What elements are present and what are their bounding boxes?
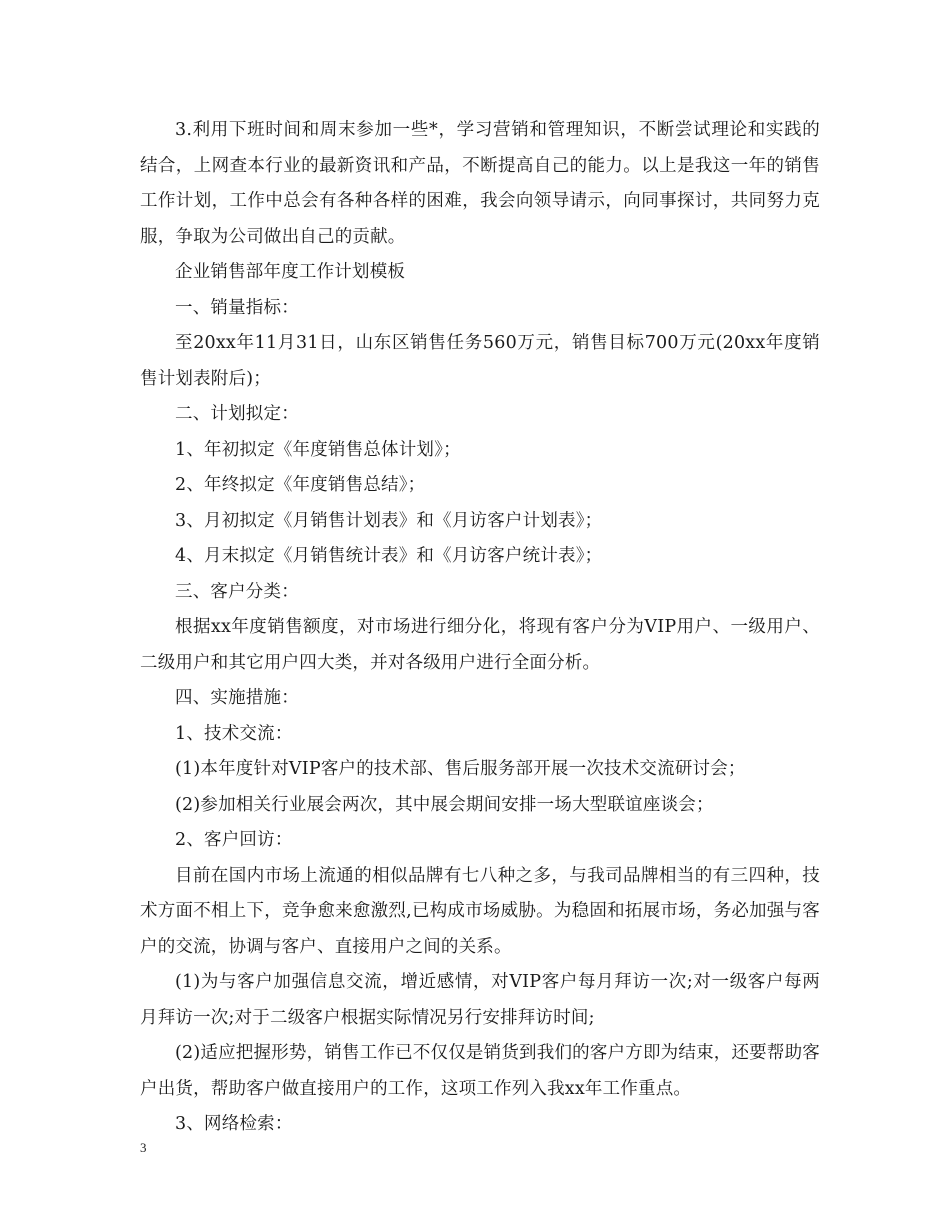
paragraph-market-competition: 目前在国内市场上流通的相似品牌有七八种之多，与我司品牌相当的有三四种，技术方面不相上下，竞争愈来愈激烈,已构成市场威胁。为稳固和拓展市场，务必加强与客户的交流，协调与客户、直接用户之间的关系。 [140, 865, 820, 957]
heading-customer-classification: 三、客户分类： [175, 581, 299, 602]
list-item-help-customers: (2)适应把握形势，销售工作已不仅仅是销货到我们的客户方即为结束，还要帮助客户出货，帮助客户做直接用户的工作，这项工作列入我xx年工作重点。 [140, 1043, 820, 1099]
page-number: 3 [140, 1140, 147, 1155]
heading-plan-drafting: 二、计划拟定： [175, 404, 299, 424]
list-item-annual-plan: 1、年初拟定《年度销售总体计划》； [175, 439, 461, 460]
heading-sales-target: 一、销量指标： [175, 297, 299, 318]
list-item-tech-seminar: (1)本年度针对VIP客户的技术部、售后服务部开展一次技术交流研讨会； [175, 759, 746, 779]
list-item-monthly-plan: 3、月初拟定《月销售计划表》和《月访客户计划表》； [175, 510, 603, 531]
document-body [140, 113, 820, 1143]
paragraph-sales-target: 至20xx年11月31日，山东区销售任务560万元，销售目标700万元(20xx年度销售计划表附后)； [140, 333, 820, 389]
list-item-visit-schedule: (1)为与客户加强信息交流，增近感情，对VIP客户每月拜访一次;对一级客户每两月拜访一次;对于二级客户根据实际情况另行安排拜访时间; [140, 972, 820, 1028]
paragraph-self-improvement: 3.利用下班时间和周末参加一些*，学习营销和管理知识，不断尝试理论和实践的结合，上网查本行业的最新资讯和产品，不断提高自己的能力。以上是我这一年的销售工作计划，工作中总会有各种各样的困难，我会向领导请示，向同事探讨，共同努力克服，争取为公司做出自己的贡献。 [140, 120, 820, 247]
paragraph-customer-classification: 根据xx年度销售额度，对市场进行细分化，将现有客户分为VIP用户、一级用户、二级用户和其它用户四大类，并对各级用户进行全面分析。 [140, 617, 820, 673]
section-title: 企业销售部年度工作计划模板 [175, 262, 406, 282]
list-item-trade-show: (2)参加相关行业展会两次，其中展会期间安排一场大型联谊座谈会； [175, 794, 714, 815]
subheading-tech-exchange: 1、技术交流： [175, 723, 293, 744]
list-item-monthly-stats: 4、月末拟定《月销售统计表》和《月访客户统计表》； [175, 546, 603, 566]
subheading-web-search: 3、网络检索： [175, 1114, 293, 1134]
heading-measures: 四、实施措施： [175, 688, 299, 708]
subheading-customer-visits: 2、客户回访： [175, 830, 293, 850]
list-item-annual-summary: 2、年终拟定《年度销售总结》； [175, 475, 426, 495]
